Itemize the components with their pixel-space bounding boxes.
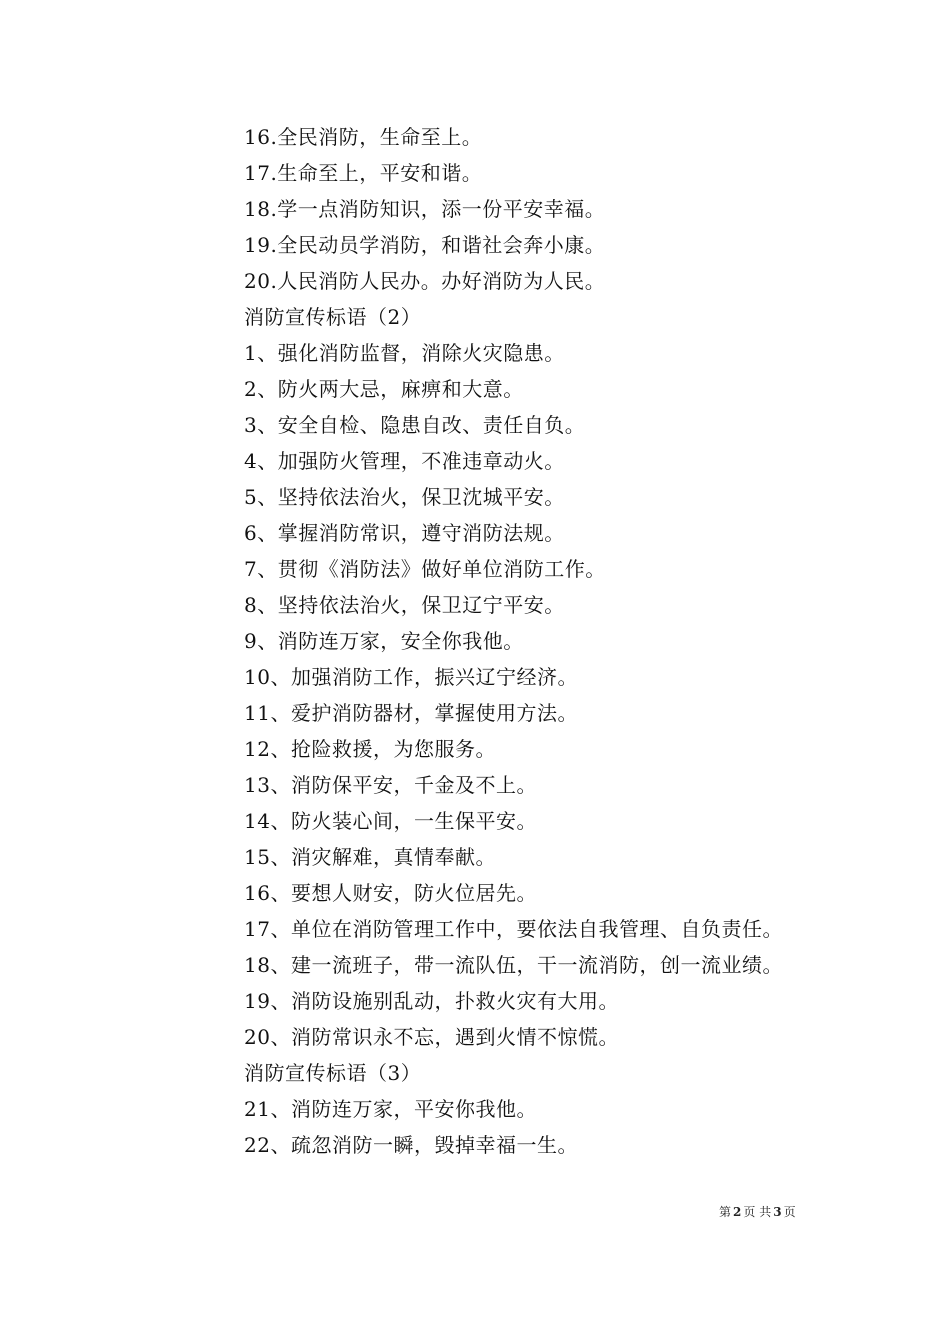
text-line: 19.全民动员学消防，和谐社会奔小康。 bbox=[244, 233, 606, 257]
text-line: 5、坚持依法治火，保卫沈城平安。 bbox=[244, 485, 565, 509]
total-pages-number: 3 bbox=[773, 1205, 782, 1219]
document-body bbox=[244, 119, 884, 1163]
text-line: 7、贯彻《消防法》做好单位消防工作。 bbox=[244, 557, 606, 581]
text-line: 1、强化消防监督，消除火灾隐患。 bbox=[244, 341, 565, 365]
text-line: 20、消防常识永不忘，遇到火情不惊慌。 bbox=[244, 1025, 619, 1049]
text-line: 17、单位在消防管理工作中，要依法自我管理、自负责任。 bbox=[244, 917, 783, 941]
text-line: 6、掌握消防常识，遵守消防法规。 bbox=[244, 521, 565, 545]
text-line: 4、加强防火管理，不准违章动火。 bbox=[244, 449, 565, 473]
current-page-number: 2 bbox=[733, 1205, 742, 1219]
text-line: 2、防火两大忌，麻痹和大意。 bbox=[244, 377, 524, 401]
text-line: 18.学一点消防知识，添一份平安幸福。 bbox=[244, 197, 606, 221]
text-line: 20.人民消防人民办。办好消防为人民。 bbox=[244, 269, 606, 293]
text-line: 16.全民消防，生命至上。 bbox=[244, 125, 483, 149]
text-line: 11、爱护消防器材，掌握使用方法。 bbox=[244, 701, 578, 725]
footer-middle: 页 共 bbox=[743, 1205, 772, 1219]
page-footer bbox=[719, 1203, 796, 1221]
text-line: 13、消防保平安，千金及不上。 bbox=[244, 773, 537, 797]
text-line: 12、抢险救援，为您服务。 bbox=[244, 737, 496, 761]
text-line: 19、消防设施别乱动，扑救火灾有大用。 bbox=[244, 989, 619, 1013]
text-line: 18、建一流班子，带一流队伍，干一流消防，创一流业绩。 bbox=[244, 953, 783, 977]
section-heading: 消防宣传标语（2） bbox=[244, 305, 422, 329]
text-line: 22、疏忽消防一瞬，毁掉幸福一生。 bbox=[244, 1133, 578, 1157]
text-line: 8、坚持依法治火，保卫辽宁平安。 bbox=[244, 593, 565, 617]
text-line: 9、消防连万家，安全你我他。 bbox=[244, 629, 524, 653]
text-line: 16、要想人财安，防火位居先。 bbox=[244, 881, 537, 905]
text-line: 15、消灾解难，真情奉献。 bbox=[244, 845, 496, 869]
section-heading: 消防宣传标语（3） bbox=[244, 1061, 422, 1085]
text-line: 3、安全自检、隐患自改、责任自负。 bbox=[244, 413, 586, 437]
footer-prefix: 第 bbox=[719, 1205, 732, 1219]
footer-suffix: 页 bbox=[783, 1205, 796, 1219]
text-line: 17.生命至上，平安和谐。 bbox=[244, 161, 483, 185]
text-line: 10、加强消防工作，振兴辽宁经济。 bbox=[244, 665, 578, 689]
text-line: 14、防火装心间，一生保平安。 bbox=[244, 809, 537, 833]
text-line: 21、消防连万家，平安你我他。 bbox=[244, 1097, 537, 1121]
